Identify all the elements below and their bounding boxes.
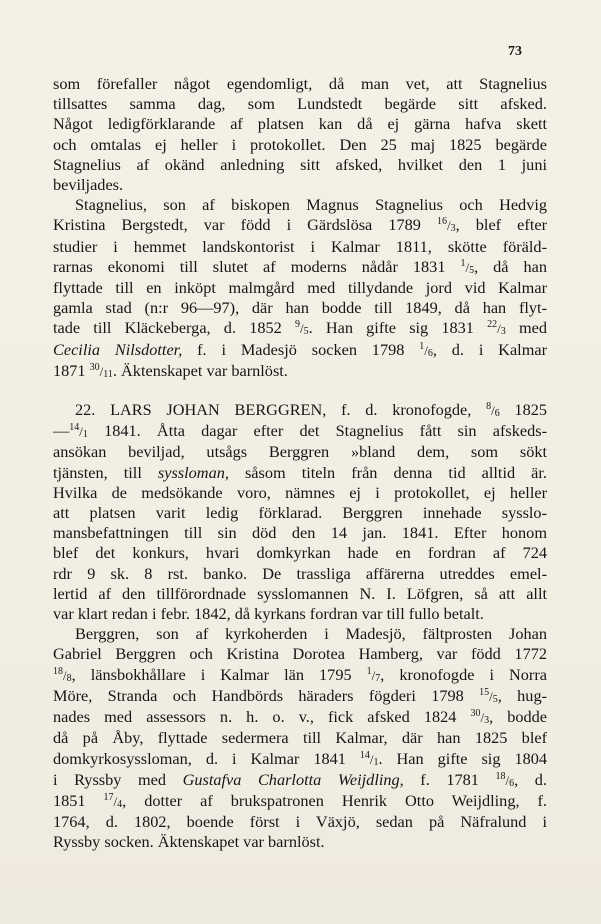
text-line: studier i hemmet landskontorist i Kalmar 1811, skötte föräld-	[53, 236, 547, 256]
text-line: Möre, Stranda och Handbörds häraders fögderi 1798 $^{15}$/5, hug-	[53, 685, 548, 705]
text-line: beviljades.	[53, 175, 124, 195]
text-line: Stagnelius af okänd anledning sitt afsked, hvilket den 1 juni	[53, 154, 547, 174]
text-line: tillsattes samma dag, som Lundstedt begärde sitt afsked.	[53, 94, 547, 114]
text-line: 1764, d. 1802, boende först i Växjö, sedan på Näfralund i	[53, 812, 547, 832]
paragraph-1	[53, 74, 547, 195]
text-line: Kristina Bergstedt, var född i Gärdslösa 1789 $^{16}$/3, blef efter	[53, 215, 548, 235]
text-line: då på Åby, flyttade sedermera till Kalmar, där han 1825 blef	[53, 728, 547, 748]
text-line: $^{18}$/8, länsbokhållare i Kalmar län 1795 $^1$/7, kronofogde i Norra	[53, 664, 548, 684]
text-line: att platsen varit ledig förklarad. Berggren innehade sysslo-	[53, 503, 547, 523]
text-line: lertid af den tillförordnade sysslomannen N. I. Löfgren, så att allt	[53, 583, 547, 603]
text-line: blef det konkurs, hvari domkyrkan hade en fordran af 724	[53, 543, 547, 563]
text-line: tade till Kläckeberga, d. 1852 $^9$/5. Han gifte sig 1831 $^{22}$/3 med	[53, 318, 547, 338]
text-line: 1851 $^{17}$/4, dotter af brukspatronen Henrik Otto Weijdling, f.	[53, 790, 547, 810]
page-body	[53, 74, 547, 853]
paragraph-gap	[53, 382, 547, 400]
paragraph-2	[53, 195, 547, 382]
paragraph-4	[53, 624, 547, 852]
text-line: Stagnelius, son af biskopen Magnus Stagnelius och Hedvig	[75, 195, 547, 215]
text-line: Hvilka de medsökande voro, nämnes ej i protokollet, ej heller	[53, 482, 547, 502]
text-line: och omtalas ej heller i protokollet. Den 25 maj 1825 begärde	[53, 134, 547, 154]
text-line: var klart redan i febr. 1842, då kyrkans fordran var till fullo betalt.	[53, 604, 484, 624]
page-number: 73	[508, 44, 522, 59]
text-line: Gabriel Berggren och Kristina Dorotea Hamberg, var född 1772	[53, 644, 547, 664]
text-line: gamla stad (n:r 96—97), där han bodde till 1849, då han flyt-	[53, 298, 547, 318]
text-line: 1871 $^{30}$/11. Äktenskapet var barnlöst.	[53, 360, 288, 380]
text-line: Cecilia Nilsdotter, f. i Madesjö socken 1798 $^1$/6, d. i Kalmar	[53, 339, 548, 359]
text-line: Något ledigförklarande af platsen kan då ej gärna hafva skett	[53, 114, 547, 134]
text-line: nades med assessors n. h. o. v., fick afsked 1824 $^{30}$/3, bodde	[53, 707, 547, 727]
text-line: Berggren, son af kyrkoherden i Madesjö, fältprosten Johan	[75, 624, 547, 644]
text-line: rdr 9 sk. 8 rst. banko. De trassliga affärerna utreddes emel-	[53, 563, 547, 583]
text-line: tjänsten, till syssloman, såsom titeln från denna tid alltid är.	[53, 462, 547, 482]
text-line: mansbefattningen till sin död den 14 jan. 1841. Efter honom	[53, 523, 547, 543]
text-line: 22. LARS JOHAN BERGGREN, f. d. kronofogde, $^8$/6 1825	[75, 400, 547, 420]
text-line: ansökan beviljad, utsågs Berggren »bland dem, som sökt	[53, 442, 547, 462]
paragraph-3	[53, 400, 547, 624]
text-line: domkyrkosyssloman, d. i Kalmar 1841 $^{14}$/1. Han gifte sig 1804	[53, 748, 548, 768]
text-line: i Ryssby med Gustafva Charlotta Weijdling, f. 1781 $^{18}$/6, d.	[53, 769, 547, 789]
text-line: som förefaller något egendomligt, då man vet, att Stagnelius	[53, 74, 547, 93]
text-line: Ryssby socken. Äktenskapet var barnlöst.	[53, 832, 325, 852]
text-line: —$^{14}$/1 1841. Åtta dagar efter det Stagnelius fått sin afskeds-	[53, 421, 547, 441]
text-line: flyttade till en inköpt malmgård med tillydande jord vid Kalmar	[53, 278, 547, 298]
text-line: rarnas ekonomi till slutet af moderns nådår 1831 $^1$/5, då han	[53, 256, 547, 276]
